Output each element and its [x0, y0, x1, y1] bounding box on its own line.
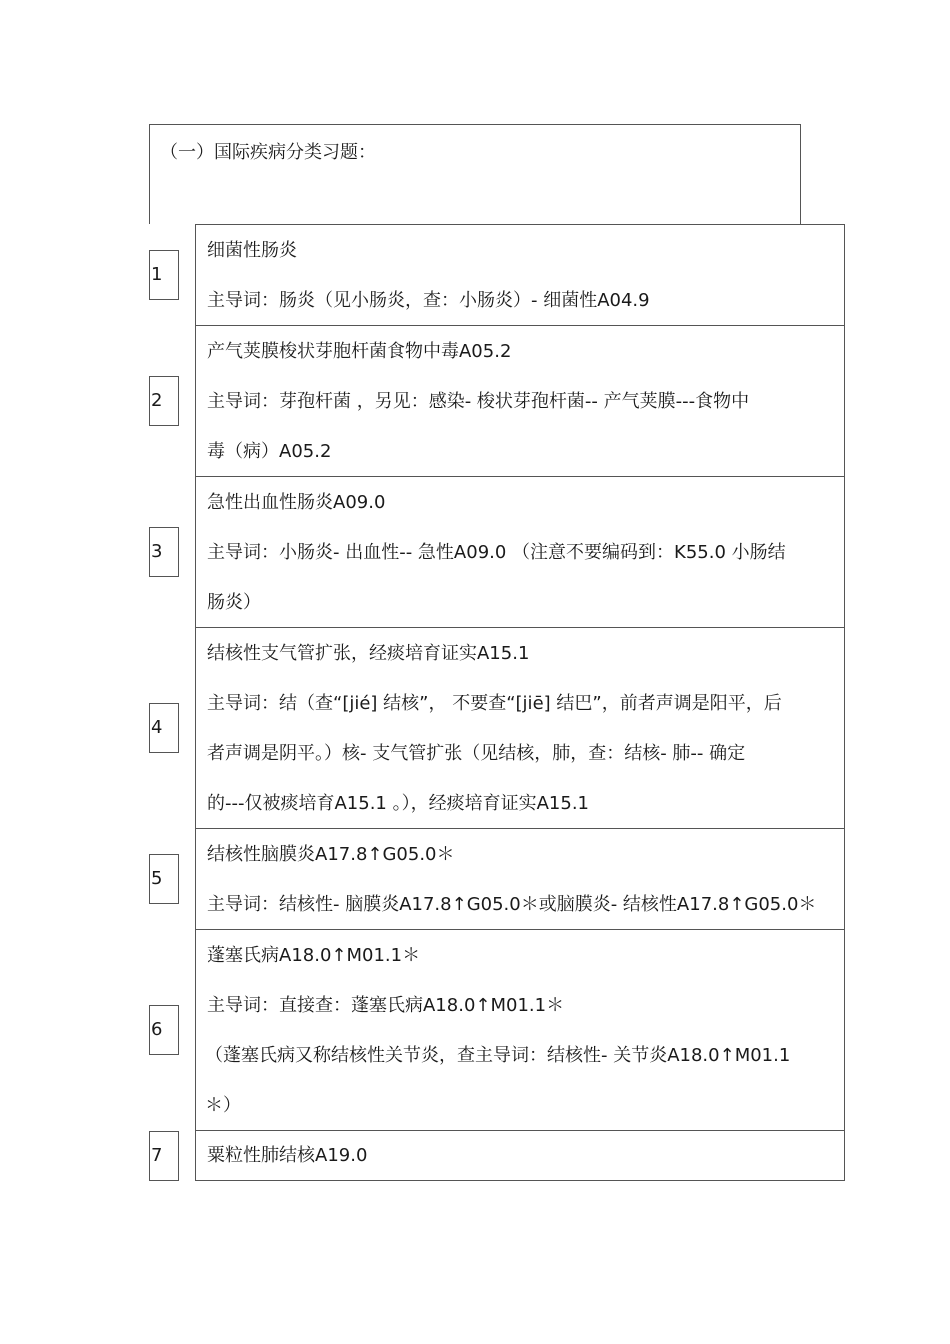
- diagnosis-text: 蓬塞氏病A18.0↑M01.1＊: [207, 945, 421, 966]
- diagnosis-text: 粟粒性肺结核A19.0: [207, 1145, 368, 1166]
- coding-line: 肠炎）: [207, 592, 261, 613]
- coding-line: 主导词：肠炎（见小肠炎，查：小肠炎）- 细菌性A04.9: [207, 290, 650, 311]
- diagnosis-text: 急性出血性肠炎A09.0: [207, 492, 386, 513]
- coding-line: 者声调是阴平。）核- 支气管扩张（见结核，肺，查：结核- 肺-- 确定: [207, 743, 746, 764]
- row-number-box: [149, 1005, 179, 1055]
- row-number: 2: [151, 390, 163, 411]
- row-number-box: [149, 703, 179, 753]
- row-number-box: [149, 527, 179, 577]
- row-number: 1: [151, 264, 163, 285]
- row-number: 4: [151, 717, 163, 738]
- row-number: 5: [151, 868, 163, 889]
- diagnosis-text: 结核性脑膜炎A17.8↑G05.0＊: [207, 844, 455, 865]
- coding-line: 主导词：小肠炎- 出血性-- 急性A09.0 （注意不要编码到：K55.0 小肠结: [207, 542, 786, 563]
- table-row: [195, 828, 845, 930]
- row-number: 3: [151, 541, 163, 562]
- section-header-box: [149, 124, 801, 224]
- row-number-box: [149, 376, 179, 426]
- row-number-box: [149, 854, 179, 904]
- row-number-box: [149, 1131, 179, 1181]
- table-row: [195, 476, 845, 628]
- row-number: 7: [151, 1145, 163, 1166]
- diagnosis-text: 细菌性肠炎: [207, 240, 297, 261]
- table-row: [195, 627, 845, 829]
- coding-line: 毒（病）A05.2: [207, 441, 332, 462]
- coding-line: 主导词：直接查：蓬塞氏病A18.0↑M01.1＊: [207, 995, 565, 1016]
- section-title: （一）国际疾病分类习题：: [160, 142, 376, 163]
- diagnosis-text: 产气荚膜梭状芽胞杆菌食物中毒A05.2: [207, 341, 512, 362]
- table-row: [195, 325, 845, 477]
- coding-line: 的---仅被痰培育A15.1 。），经痰培育证实A15.1: [207, 793, 589, 814]
- coding-line: ＊）: [205, 1095, 241, 1116]
- table-row: [195, 1130, 845, 1181]
- table-row: [195, 929, 845, 1131]
- coding-line: 主导词：芽孢杆菌 ，另见：感染- 梭状芽孢杆菌-- 产气荚膜---食物中: [207, 391, 750, 412]
- coding-line: 主导词：结（查“[jié] 结核”， 不要查“[jiē] 结巴”，前者声调是阳平，后: [207, 693, 782, 714]
- row-number: 6: [151, 1019, 163, 1040]
- table-row: [195, 224, 845, 326]
- row-number-box: [149, 250, 179, 300]
- coding-line: （蓬塞氏病又称结核性关节炎，查主导词：结核性- 关节炎A18.0↑M01.1: [205, 1045, 791, 1066]
- coding-line: 主导词：结核性- 脑膜炎A17.8↑G05.0＊或脑膜炎- 结核性A17.8↑G05.0＊: [207, 894, 817, 915]
- diagnosis-text: 结核性支气管扩张，经痰培育证实A15.1: [207, 643, 530, 664]
